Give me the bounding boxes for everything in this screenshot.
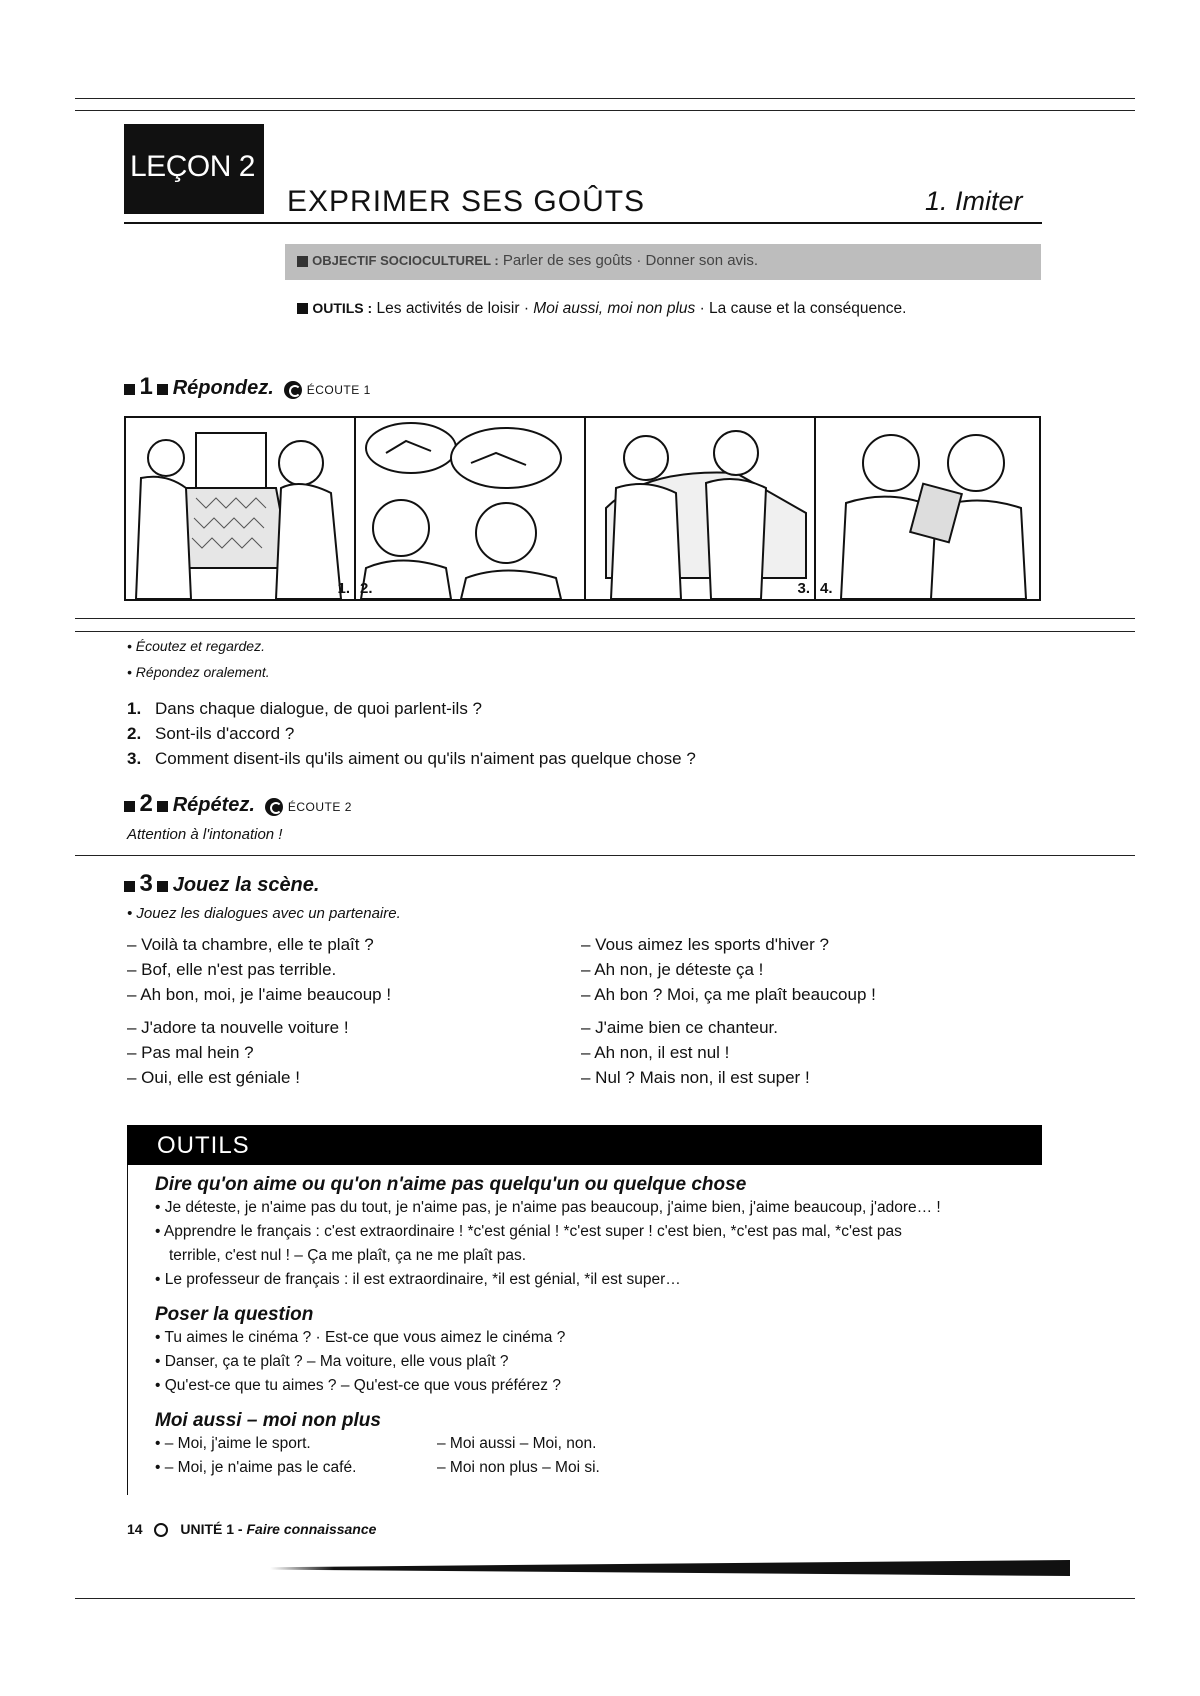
outils-text-c: · La cause et la conséquence. (695, 300, 907, 317)
objective-text: Parler de ses goûts · Donner son avis. (502, 252, 759, 269)
outils-left-border (127, 1165, 128, 1495)
comic-panel-1 (126, 418, 356, 599)
question-item: 3. Comment disent-ils qu'ils aiment ou qu'ils n'aiment pas quelque chose ? (127, 749, 696, 768)
outils-item: • Je déteste, je n'aime pas du tout, je n'aime pas, je n'aime pas beaucoup, j'aime bien, j'aime beaucoup, j'adore… ! (155, 1199, 941, 1216)
outils-item: terrible, c'est nul ! – Ça me plaît, ça ne me plaît pas. (169, 1247, 527, 1264)
dialog-line: – Oui, elle est géniale ! (127, 1068, 300, 1087)
ex2-audio-label: ÉCOUTE 2 (287, 800, 352, 814)
question-item: 2. Sont-ils d'accord ? (127, 724, 295, 743)
dialog-right-1 (581, 932, 876, 1007)
comic-panel-3 (586, 418, 816, 599)
outils-heading-3: Moi aussi – moi non plus (155, 1410, 381, 1431)
dialog-line: – Ah non, il est nul ! (581, 1043, 730, 1062)
bullet-square-icon (157, 881, 168, 892)
section-tag: 1. Imiter (925, 186, 1023, 216)
ex1-questions (127, 696, 696, 771)
page-footer (127, 1521, 376, 1537)
ex3-number: 3 (139, 870, 153, 897)
ex1-audio-label: ÉCOUTE 1 (306, 383, 371, 397)
outils-item: • – Moi, je n'aime pas le café. (155, 1459, 357, 1476)
ex3-title: Jouez la scène. (172, 874, 320, 896)
comic-strip (124, 416, 1041, 601)
question-item: 1. Dans chaque dialogue, de quoi parlent-ils ? (127, 699, 483, 718)
ex3-rule (75, 855, 1135, 856)
footer-unit: UNITÉ 1 - (180, 1521, 247, 1537)
ex2-note: Attention à l'intonation ! (127, 826, 283, 843)
outils-item: – Moi non plus – Moi si. (437, 1459, 600, 1476)
outils-item: • – Moi, j'aime le sport. (155, 1435, 311, 1452)
outils-item: – Moi aussi – Moi, non. (437, 1435, 597, 1452)
bedroom-illustration (126, 418, 354, 599)
winter-sports-illustration (356, 418, 584, 599)
title-underline (124, 222, 1042, 224)
mid-rule (75, 618, 1135, 619)
dialog-line: – J'adore ta nouvelle voiture ! (127, 1018, 349, 1037)
page-title: EXPRIMER SES GOÛTS (287, 185, 646, 218)
comic-panel-2 (356, 418, 586, 599)
footer-bar (270, 1560, 1070, 1576)
page-number: 14 (127, 1521, 143, 1537)
dialog-line: – Ah bon, moi, je l'aime beaucoup ! (127, 985, 392, 1004)
outils-item: • Le professeur de français : il est extraordinaire, *il est génial, *il est super… (155, 1271, 681, 1288)
dialog-line: – Ah non, je déteste ça ! (581, 960, 764, 979)
panel-number-4: 4. (820, 580, 833, 597)
bullet-square-icon (124, 881, 135, 892)
outils-header-bar (127, 1125, 1042, 1165)
ex2-number: 2 (139, 790, 153, 817)
bottom-rule (75, 1598, 1135, 1599)
outils-heading-1: Dire qu'on aime ou qu'on n'aime pas quelqu'un ou quelque chose (155, 1174, 747, 1195)
dialog-left-2 (127, 1015, 349, 1090)
ex1-number: 1 (139, 373, 153, 400)
bullet-square-icon (124, 384, 135, 395)
outils-body (155, 1174, 1045, 1480)
ex2-heading (124, 790, 352, 818)
audio-icon (284, 381, 302, 399)
outils-line (297, 300, 906, 318)
dialog-line: – J'aime bien ce chanteur. (581, 1018, 778, 1037)
bullet-square-icon (124, 801, 135, 812)
ex1-heading (124, 373, 371, 401)
outils-item: • Apprendre le français : c'est extraordinaire ! *c'est génial ! *c'est super ! c'est bien, *c'est pas mal, *c'est pas (155, 1223, 902, 1240)
dialog-line: – Vous aimez les sports d'hiver ? (581, 935, 829, 954)
bullet-square-icon (157, 384, 168, 395)
outils-item: • Qu'est-ce que tu aimes ? – Qu'est-ce que vous préférez ? (155, 1377, 561, 1394)
panel-number-1: 1. (337, 580, 350, 597)
ex3-heading (124, 870, 319, 898)
lesson-badge-label: LEÇON 2 (130, 150, 255, 183)
mid-rule-2 (75, 631, 1135, 632)
outils-item: • Danser, ça te plaît ? – Ma voiture, elle vous plaît ? (155, 1353, 509, 1370)
dialog-line: – Pas mal hein ? (127, 1043, 254, 1062)
bullet-square-icon (157, 801, 168, 812)
car-illustration (586, 418, 814, 599)
ex3-instruction: • Jouez les dialogues avec un partenaire. (127, 905, 401, 922)
outils-text-a: Les activités de loisir · (376, 300, 534, 317)
outils-text-b: Moi aussi, moi non plus (533, 300, 696, 317)
audio-icon (265, 798, 283, 816)
footer-dot-icon (154, 1523, 168, 1537)
outils-item: • Tu aimes le cinéma ? · Est-ce que vous aimez le cinéma ? (155, 1329, 566, 1346)
comic-panel-4 (816, 418, 1039, 599)
top-rule (75, 98, 1135, 99)
singer-illustration (816, 418, 1039, 599)
ex2-title: Répétez. (172, 794, 255, 816)
outils-heading-2: Poser la question (155, 1304, 314, 1325)
panel-number-3: 3. (797, 580, 810, 597)
ex1-instruction-2: • Répondez oralement. (127, 664, 270, 680)
panel-number-2: 2. (360, 580, 373, 597)
footer-unit-title: Faire connaissance (246, 1521, 377, 1537)
dialog-line: – Nul ? Mais non, il est super ! (581, 1068, 810, 1087)
objectives-banner (285, 244, 1041, 280)
ex1-instruction-1: • Écoutez et regardez. (127, 638, 265, 654)
dialog-line: – Ah bon ? Moi, ça me plaît beaucoup ! (581, 985, 876, 1004)
objective-label: OBJECTIF SOCIOCULTUREL : (312, 253, 499, 268)
top-rule-2 (75, 110, 1135, 111)
ex1-title: Répondez. (172, 377, 274, 399)
dialog-right-2 (581, 1015, 810, 1090)
dialog-left-1 (127, 932, 391, 1007)
dialog-line: – Voilà ta chambre, elle te plaît ? (127, 935, 374, 954)
outils-title: OUTILS (157, 1132, 250, 1159)
dialog-line: – Bof, elle n'est pas terrible. (127, 960, 337, 979)
lesson-badge (124, 124, 264, 214)
outils-label: OUTILS : (312, 300, 373, 316)
